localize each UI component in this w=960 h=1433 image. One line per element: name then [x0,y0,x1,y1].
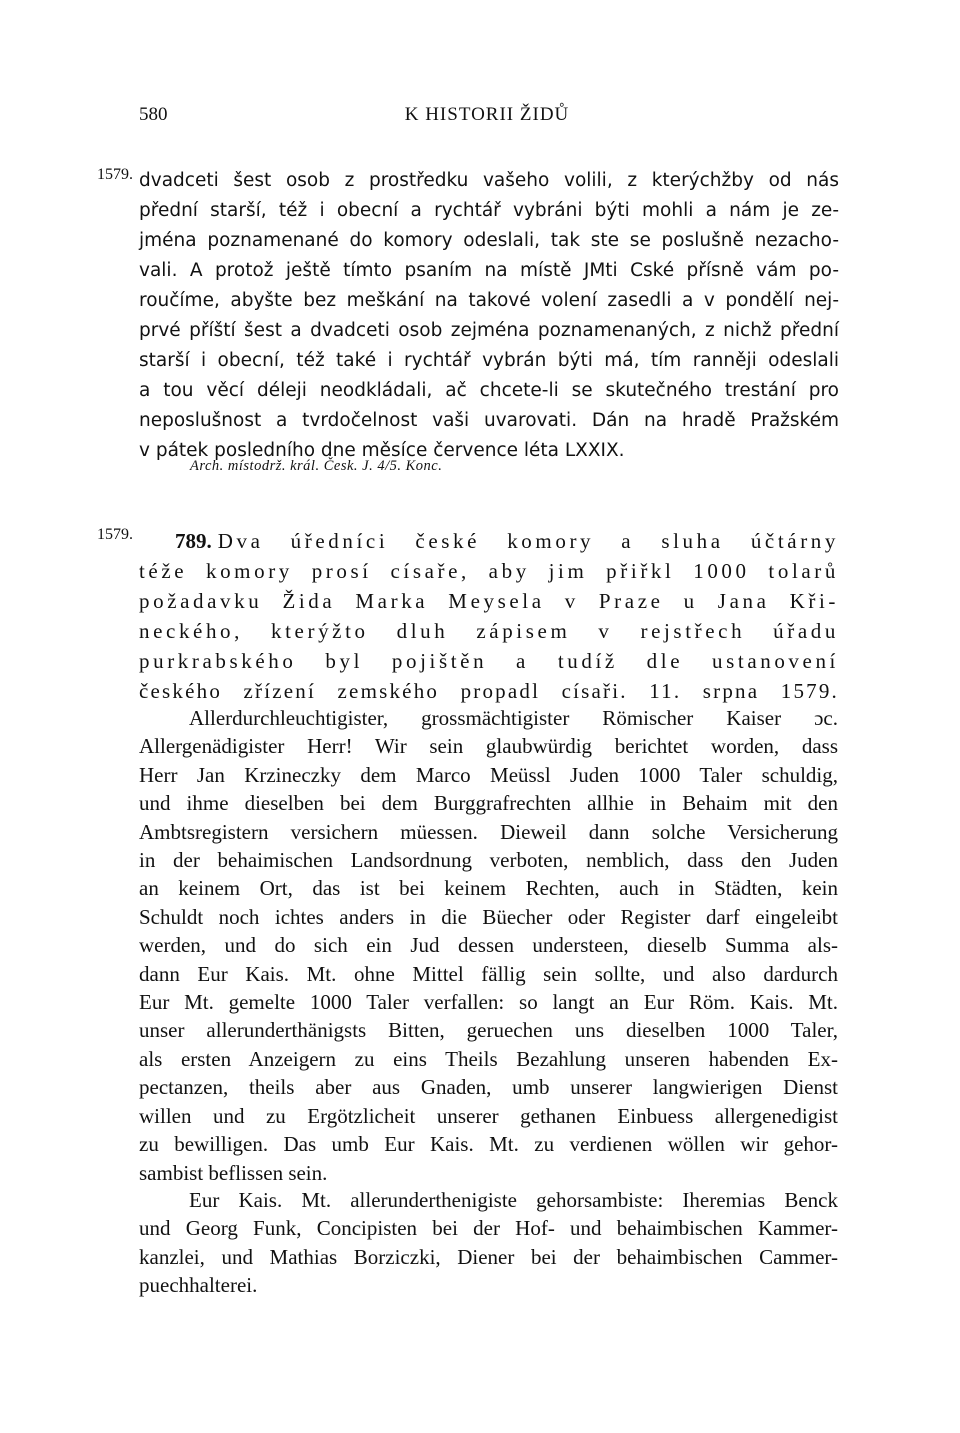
text-line: roučíme, abyšte bez meškání na takové volení zasedli a v pondělí nej- [139,290,839,311]
text-line: unser allerunderthänigsts Bitten, geruechen uns dieselben 1000 Taler, [139,1018,838,1043]
text-line: pectanzen, theils aber aus Gnaden, umb unserer langwierigen Dienst [139,1075,838,1100]
text-line: als ersten Anzeigern zu eins Theils Bezahlung unseren habenden Ex- [139,1046,838,1071]
margin-year: 1579. [97,526,133,543]
german-letter-paragraph [139,704,838,1187]
heading-line [139,526,839,556]
heading-line: požadavku Žida Marka Meysela v Praze u Jana Kři- [139,589,839,613]
heading-line-text: Dva úředníci české komory a sluha účtárny [217,529,839,553]
text-line: kanzlei, und Mathias Borziczki, Diener bei der behaimbischen Cammer- [139,1244,838,1269]
text-line: vali. A protož ještě tímto psaním na místě JMti Cské přísně vám po- [139,260,839,281]
document-number: 789. [175,529,212,553]
margin-year: 1579. [97,166,133,183]
czech-letter-text [139,166,839,466]
heading-line: téže komory prosí císaře, aby jim přiřkl 1000 tolarů [139,559,839,583]
text-line: starší i obecní, též také i rychtář vybrán býti má, tím ranněji odeslali [139,350,839,371]
text-line: und Georg Funk, Concipisten bei der Hof- und behaimbischen Kammer- [139,1216,838,1241]
text-line: puechhalterei. [139,1273,258,1298]
text-line: Herr Jan Krzineczky dem Marco Meüssl Juden 1000 Taler schuldig, [139,762,838,787]
text-line: Ambtsregistern versichern müessen. Dieweil dann solche Versicherung [139,819,838,844]
text-line: Allergenädigister Herr! Wir sein glaubwürdig berichtet worden, dass [139,734,838,759]
text-line: Schuldt noch ichtes anders in die Büecher oder Register darf eingeleibt [139,904,838,929]
text-line: und ihme dieselben bei dem Burggrafrechten allhie in Behaim mit den [139,791,838,816]
page-header [139,104,835,134]
archive-citation: Arch. místodrž. král. Česk. J. 4/5. Konc. [190,458,443,474]
text-line: Allerdurchleuchtigister, grossmächtigister Römischer Kaiser ɔc. [189,706,838,730]
text-line: sambist beflissen sein. [139,1160,328,1185]
text-line: v pátek posledního dne měsíce července léta LXXIX. [139,440,625,461]
heading-line: českého zřízení zemského propadl císaři. 11. srpna 1579. [139,679,839,703]
text-line: přední starší, též i obecní a rychtář vybráni býti mohli a nám je ze- [139,200,839,221]
text-line: werden, und do sich ein Jud dessen understeen, dieselb Summa als- [139,933,838,958]
text-line: Eur Kais. Mt. allerunderthenigiste gehorsambiste: Iheremias Benck [189,1188,838,1212]
text-line: prvé příští šest a dvadceti osob zejména poznamenaných, z nichž přední [139,320,839,341]
german-signature-paragraph [139,1186,838,1300]
text-line: neposlušnost a tvrdočelnost vaši uvarovati. Dán na hradě Pražském [139,410,839,431]
document-heading [139,526,839,706]
text-line: dann Eur Kais. Mt. ohne Mittel fällig sein sollte, und also dardurch [139,961,838,986]
heading-line: neckého, kterýžto dluh zápisem v rejstřech úřadu [139,619,839,643]
text-line: a tou věcí déleji neodkládali, ač chcete-li se skutečného trestání pro [139,380,839,401]
text-line: dvadceti šest osob z prostředku vašeho volili, z kterýchžby od nás [139,170,839,191]
text-line: in der behaimischen Landsordnung verboten, nemblich, dass den Juden [139,848,838,873]
heading-line: purkrabského byl pojištěn a tudíž dle ustanovení [139,649,839,673]
text-line: zu bewilligen. Das umb Eur Kais. Mt. zu verdienen wöllen wir gehor- [139,1132,838,1157]
text-line: willen und zu Ergötzlicheit unserer gethanen Einbuess allergenedigist [139,1103,838,1128]
text-line: an keinem Ort, das ist bei keinem Rechten, auch in Städten, kein [139,876,838,901]
text-line: jména poznamenané do komory odeslali, tak ste se poslušně nezacho- [139,230,839,251]
running-title: K HISTORII ŽIDŮ [404,104,570,125]
text-line: Eur Mt. gemelte 1000 Taler verfallen: so langt an Eur Röm. Kais. Mt. [139,990,838,1015]
page-number: 580 [139,104,168,125]
